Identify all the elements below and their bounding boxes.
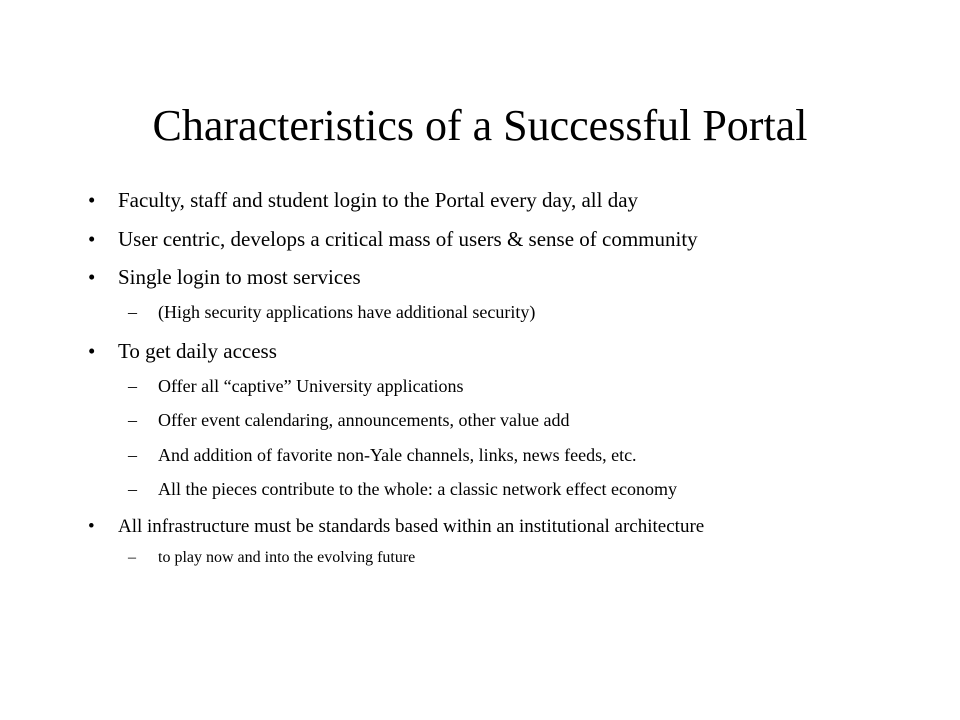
bullet-text: To get daily access <box>118 339 277 363</box>
sub-bullet-text: All the pieces contribute to the whole: a classic network effect economy <box>158 479 677 499</box>
sub-bullet-item <box>128 546 416 570</box>
bullet-item <box>88 338 277 364</box>
sub-bullet-item <box>128 408 570 432</box>
slide-title: Characteristics of a Successful Portal <box>152 101 808 150</box>
bullet-marker: • <box>88 188 96 212</box>
sub-bullet-item <box>128 443 637 467</box>
bullet-text: User centric, develops a critical mass of users & sense of community <box>118 227 698 251</box>
bullet-marker: • <box>88 339 96 363</box>
bullet-item <box>88 187 639 213</box>
sub-bullet-item <box>128 374 464 398</box>
sub-bullet-marker: – <box>128 445 137 465</box>
sub-bullet-marker: – <box>128 549 136 566</box>
bullet-text: All infrastructure must be standards based within an institutional architecture <box>118 516 705 537</box>
sub-bullet-marker: – <box>128 302 137 322</box>
bullet-item <box>88 226 698 252</box>
bullet-text: Single login to most services <box>118 265 361 289</box>
sub-bullet-text: to play now and into the evolving future <box>158 549 416 566</box>
sub-bullet-text: (High security applications have additional security) <box>158 302 536 322</box>
bullet-item <box>88 514 705 540</box>
bullet-text: Faculty, staff and student login to the Portal every day, all day <box>118 188 639 212</box>
bullet-marker: • <box>88 227 96 251</box>
sub-bullet-text: And addition of favorite non-Yale channels, links, news feeds, etc. <box>158 445 637 465</box>
sub-bullet-text: Offer all “captive” University applications <box>158 376 464 396</box>
sub-bullet-marker: – <box>128 479 137 499</box>
sub-bullet-item <box>128 300 536 324</box>
bullet-marker: • <box>88 516 95 537</box>
bullet-marker: • <box>88 265 96 289</box>
sub-bullet-text: Offer event calendaring, announcements, other value add <box>158 410 570 430</box>
sub-bullet-item <box>128 477 677 501</box>
sub-bullet-marker: – <box>128 410 137 430</box>
bullet-item <box>88 264 361 290</box>
sub-bullet-marker: – <box>128 376 137 396</box>
